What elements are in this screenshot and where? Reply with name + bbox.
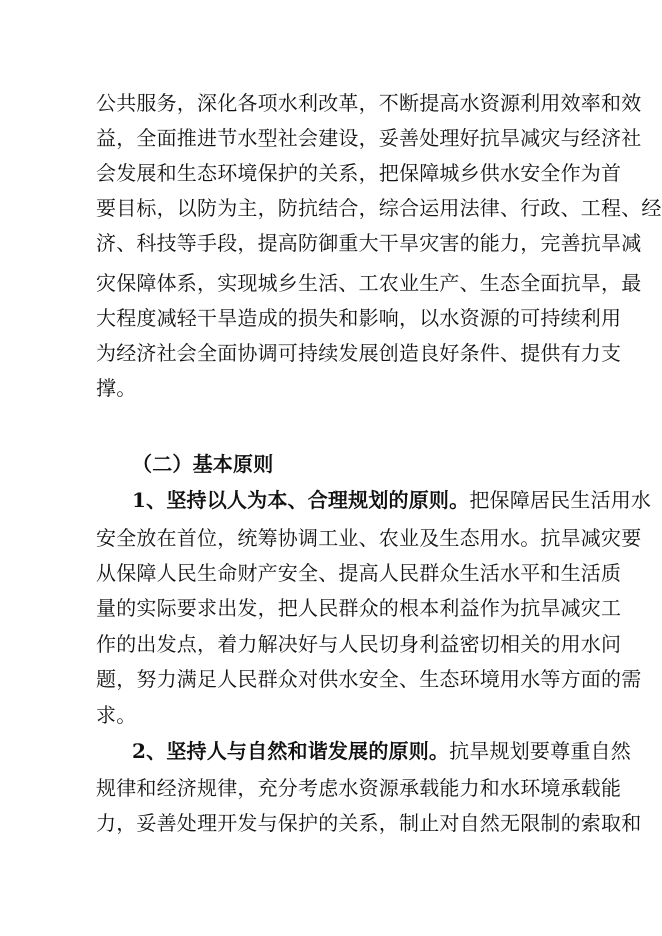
principle-2-title: 2、坚持人与自然和谐发展的原则。 — [132, 739, 450, 763]
intro-line-6: 灾保障体系，实现城乡生活、工农业生产、生态全面抗旱，最 — [96, 271, 642, 295]
intro-line-8: 为经济社会全面协调可持续发展创造良好条件、提供有力支 — [96, 341, 622, 365]
intro-line-2: 益，全面推进节水型社会建设，妥善处理好抗旱减灾与经济社 — [96, 126, 642, 150]
principle-1-line-3: 从保障人民生命财产安全、提高人民群众生活水平和生活质 — [96, 561, 622, 585]
principle-2-first-line-rest: 抗旱规划要尊重自然 — [449, 739, 631, 763]
principle-2-line-2: 规律和经济规律，充分考虑水资源承载能力和水环境承载能 — [96, 776, 622, 800]
principle-1-line-6: 题，努力满足人民群众对供水安全、生态环境用水等方面的需 — [96, 667, 642, 691]
intro-line-5: 济、科技等手段，提高防御重大干旱灾害的能力，完善抗旱减 — [96, 231, 642, 255]
principle-1-first-line-rest: 把保障居民生活用水 — [469, 488, 652, 512]
intro-line-1: 公共服务，深化各项水利改革，不断提高水资源利用效率和效 — [96, 91, 642, 115]
principle-1-line-7: 求。 — [96, 703, 137, 727]
intro-line-3: 会发展和生态环境保护的关系，把保障城乡供水安全作为首 — [96, 161, 622, 185]
intro-line-4: 要目标，以防为主，防抗结合，综合运用法律、行政、工程、经 — [96, 196, 662, 220]
section-heading: （二）基本原则 — [132, 452, 274, 476]
principle-1-first-line — [132, 488, 652, 512]
principle-2-line-3: 力，妥善处理开发与保护的关系，制止对自然无限制的索取和 — [96, 811, 642, 835]
principle-2-first-line — [132, 739, 631, 763]
intro-line-9: 撑。 — [96, 376, 137, 400]
principle-1-line-4: 量的实际要求出发，把人民群众的根本利益作为抗旱减灾工 — [96, 596, 622, 620]
principle-1-line-5: 作的出发点，着力解决好与人民切身利益密切相关的用水问 — [96, 632, 622, 656]
principle-1-line-2: 安全放在首位，统筹协调工业、农业及生态用水。抗旱减灾要 — [96, 526, 642, 550]
principle-1-title: 1、坚持以人为本、合理规划的原则。 — [132, 488, 470, 512]
intro-line-7: 大程度减轻干旱造成的损失和影响，以水资源的可持续利用 — [96, 306, 622, 330]
